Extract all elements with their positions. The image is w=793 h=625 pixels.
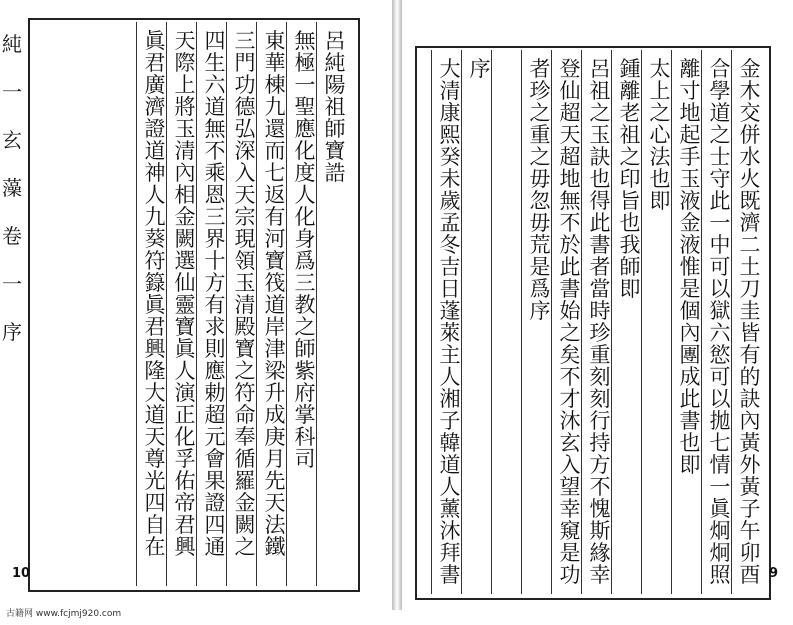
banner-glyph: 序 — [2, 320, 22, 344]
text-column: 合 學 道 之 士 守 此 一 中 可 以 獄 六 慾 可 以 拋 七 情 一 眞 炯 炯 照 — [709, 57, 731, 587]
right-page-number: 9 — [769, 566, 779, 581]
text-column: 鍾 離 老 祖 之 印 旨 也 我 師 即 — [619, 57, 641, 301]
column-rule — [491, 50, 492, 594]
right-page — [397, 0, 793, 600]
left-page — [0, 0, 397, 600]
banner-glyph: 純 — [2, 32, 22, 56]
text-column: 金 木 交 併 水 火 既 濟 二 土 刀 圭 皆 有 的 訣 內 黃 外 黃 子 午 卯 酉 — [739, 57, 761, 587]
banner-glyph: 藻 — [2, 176, 22, 200]
text-column: 大 清 康 熙 癸 未 歲 孟 冬 吉 日 蓬 萊 主 人 湘 子 韓 道 人 薰 沐 拜 書 — [439, 57, 461, 587]
text-column: 呂 祖 之 玉 訣 也 得 此 書 者 當 時 珍 重 刻 刻 行 持 方 不 愧 斯 緣 幸 — [589, 57, 611, 587]
text-column: 離 寸 地 起 手 玉 液 金 液 惟 是 個 內 團 成 此 書 也 即 — [679, 57, 701, 477]
column-rule — [521, 50, 522, 594]
text-column: 天 際 上 將 玉 清 內 相 金 闕 選 仙 靈 寶 眞 人 演 正 化 孚 佑 帝 君 興 — [174, 29, 196, 559]
banner-glyph: 玄 — [2, 128, 22, 152]
banner-glyph: 一 — [2, 272, 22, 296]
text-column: 眞 君 廣 濟 證 道 神 人 九 葵 符 籙 眞 君 興 隆 大 道 天 尊 光 四 自 在 — [144, 29, 166, 559]
text-column: 東 華 棟 九 還 而 七 返 有 河 寶 筏 道 岸 津 梁 升 成 庚 月 先 天 法 鐵 — [264, 29, 286, 559]
text-column: 者 珍 之 重 之 毋 忽 毋 荒 是 爲 序 — [529, 57, 551, 323]
left-page-banner — [0, 20, 24, 356]
text-column: 登 仙 超 天 超 地 無 不 於 此 書 始 之 矣 不 才 沐 玄 入 望 幸 窺 是 功 — [559, 57, 581, 587]
column-rule — [431, 50, 432, 594]
text-column: 序 — [469, 57, 491, 81]
source-footer: 古籍网 www.fcjmj920.com — [6, 609, 122, 619]
text-column: 呂 純 陽 祖 師 寶 誥 — [324, 29, 346, 185]
column-rule — [136, 22, 137, 586]
left-page-number: 10 — [12, 566, 31, 581]
text-column: 四 生 六 道 無 不 乘 恩 三 界 十 方 有 求 則 應 勅 超 元 會 果 證 四 通 — [204, 29, 226, 559]
banner-glyph: 一 — [2, 80, 22, 104]
text-column: 三 門 功 德 弘 深 入 天 宗 現 領 玉 清 殿 寶 之 符 命 奉 循 羅 金 闕 之 — [234, 29, 256, 559]
text-column: 無 極 一 聖 應 化 度 人 化 身 爲 三 教 之 師 紫 府 掌 科 司 — [294, 29, 316, 471]
text-column: 太 上 之 心 法 也 即 — [649, 57, 671, 213]
banner-glyph: 卷 — [2, 224, 22, 248]
